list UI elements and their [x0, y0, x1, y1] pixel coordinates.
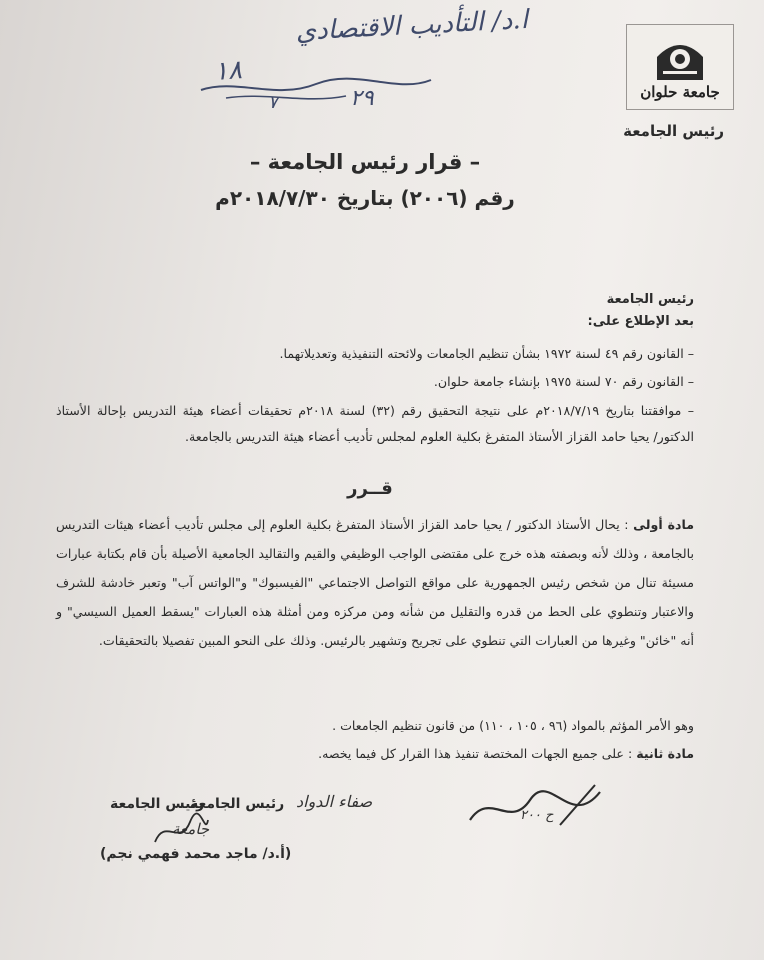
preamble-item: – القانون رقم ٧٠ لسنة ١٩٧٥ بإنشاء جامعة حلوان.	[433, 374, 694, 389]
signature-mark-right	[460, 780, 610, 840]
handwritten-note-top: ا.د/ التأديب الاقتصادي	[294, 4, 529, 47]
logo-text: جامعة حلوان	[640, 83, 720, 101]
initials-right: ح ٢٠٠	[520, 808, 554, 823]
legal-basis: وهو الأمر المؤثم بالمواد (٩٦ ، ١٠٥ ، ١١٠) من قانون تنظيم الجامعات .	[332, 718, 694, 733]
signatory-name: (أ.د/ ماجد محمد فهمي نجم)	[100, 846, 292, 862]
article-one-label: مادة أولى	[633, 517, 694, 532]
decree-title: – قرار رئيس الجامعة –	[249, 150, 481, 174]
signature-title-repeat: رئيس الجامعة	[110, 796, 205, 812]
signature-title: رئيس الجامعة	[190, 796, 285, 812]
signature-mark-left	[150, 812, 210, 852]
dome-emblem-icon	[627, 25, 733, 85]
handwritten-note-mid: ١٨	[212, 55, 243, 87]
decree-number: رقم (٢٠٠٦) بتاريخ ٢٠١٨/٧/٣٠م	[215, 186, 515, 210]
org-title: رئيس الجامعة	[623, 122, 724, 140]
preamble-item: – القانون رقم ٤٩ لسنة ١٩٧٢ بشأن تنظيم الجامعات ولائحته التنفيذية وتعديلاتهما.	[279, 346, 694, 361]
article-one-text: : يحال الأستاذ الدكتور / يحيا حامد القزاز الأستاذ المتفرغ بكلية العلوم إلى مجلس تأديب أعضاء هيئات التدريس بالجامعة ، وذلك لأنه وبصفته هذه خرج على مقتضى الواجب الوظيفي والقيم والتقاليد الجامعية الأصيلة بأن قام بكتابة عبارات مسيئة تنال من شخص رئيس الجمهورية على مواقع التواصل الاجتماعي "الفيسبوك" و"الواتس آب" وتعبر خادشة للشرف والاعتبار وتنطوي على الحط من قدره والتقليل من شأنه ومن مركزه ومن أمثلة هذه العبارات "يسقط العميل السيسي" و أنه "خائن" وغيرها من العبارات التي تنطوي على تجريح وتشهير بالرئيس. وذلك على النحو المبين تفصيلا بالتحقيقات.	[56, 517, 694, 648]
article-one	[56, 510, 694, 655]
article-two-text: : على جميع الجهات المختصة تنفيذ هذا القرار كل فيما يخصه.	[318, 746, 633, 761]
article-two-label: مادة ثانية	[636, 746, 694, 761]
issuer-line: رئيس الجامعة	[606, 292, 694, 307]
article-two	[56, 742, 694, 766]
handwritten-note-day: ٧	[268, 92, 278, 113]
after-review-line: بعد الإطلاع على:	[587, 314, 694, 329]
handwritten-scribble	[196, 70, 436, 106]
university-logo	[626, 24, 734, 110]
initials-center: صفاء الدواد	[296, 792, 373, 811]
signature-scrawl: جامعة	[172, 820, 210, 838]
handwritten-note-number: ٢٩	[350, 86, 374, 111]
decree-heading: قــرر	[347, 478, 393, 499]
preamble-item: – موافقتنا بتاريخ ٢٠١٨/٧/١٩م على نتيجة التحقيق رقم (٣٢) لسنة ٢٠١٨م تحقيقات أعضاء هيئة التدريس بإحالة الأستاذ الدكتور/ يحيا حامد القزاز الأستاذ المتفرغ بكلية العلوم لمجلس تأديب أعضاء هيئة التدريس بالجامعة.	[56, 403, 695, 444]
